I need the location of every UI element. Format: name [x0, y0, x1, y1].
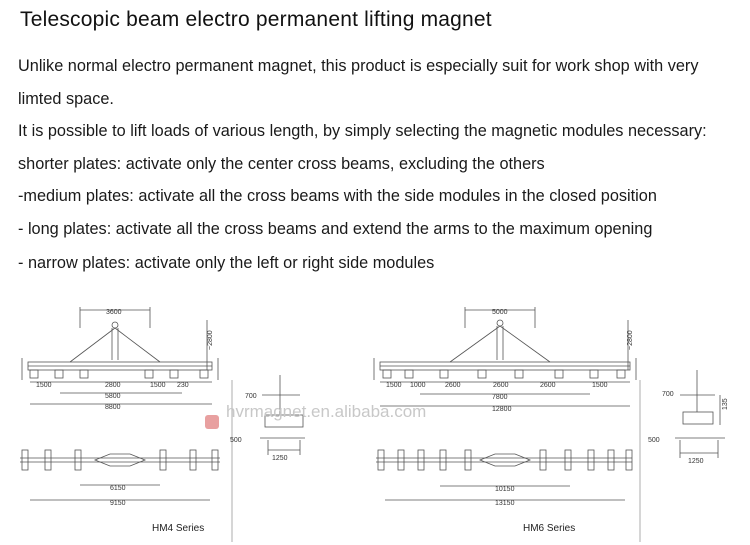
hm6-side-mid: 135 — [722, 398, 729, 410]
hm4-seg-4: 230 — [177, 382, 189, 389]
hm4-side-bottom: 500 — [230, 437, 242, 444]
hm4-front-view — [22, 307, 218, 404]
hm4-caption: HM4 Series — [152, 523, 205, 534]
paragraph-3: It is possible to lift loads of various length, by simply selecting the magnetic modules necessary: — [18, 122, 707, 140]
technical-drawings — [0, 290, 750, 545]
hm4-bottom-2: 9150 — [110, 500, 126, 507]
hm4-total-2: 8800 — [105, 404, 121, 411]
paragraph-4: shorter plates: activate only the center cross beams, excluding the others — [18, 155, 545, 173]
hm6-caption: HM6 Series — [523, 523, 576, 534]
hm6-seg-4: 2600 — [493, 382, 509, 389]
page-title: Telescopic beam electro permanent lifting magnet — [20, 8, 492, 31]
hm6-side-bottom: 500 — [648, 437, 660, 444]
hm6-seg-1: 1500 — [386, 382, 402, 389]
hm6-total-2: 12800 — [492, 406, 512, 413]
hm4-side-top: 700 — [245, 393, 257, 400]
watermark-badge-icon — [205, 415, 219, 429]
hm6-top-span: 5000 — [492, 309, 508, 316]
paragraph-7: - narrow plates: activate only the left or right side modules — [18, 254, 435, 272]
hm4-side-width: 1250 — [272, 455, 288, 462]
hm6-height: ~2800 — [627, 330, 634, 350]
hm6-side-view — [675, 370, 725, 458]
hm4-height: ~2800 — [207, 330, 214, 350]
paragraph-1: Unlike normal electro permanent magnet, this product is especially suit for work shop with very — [18, 57, 699, 75]
hm6-bottom-1: 10150 — [495, 486, 515, 493]
hm4-total-1: 5800 — [105, 393, 121, 400]
hm4-seg-3: 1500 — [150, 382, 166, 389]
hm6-seg-2: 1000 — [410, 382, 426, 389]
paragraph-5: -medium plates: activate all the cross beams with the side modules in the closed position — [18, 187, 657, 205]
hm4-top-span: 3600 — [106, 309, 122, 316]
hm4-bottom-1: 6150 — [110, 485, 126, 492]
paragraph-2: limted space. — [18, 90, 114, 108]
hm6-total-1: 7800 — [492, 394, 508, 401]
paragraph-6: - long plates: activate all the cross beams and extend the arms to the maximum opening — [18, 220, 653, 238]
watermark: hvrmagnet.en.alibaba.com — [226, 402, 427, 421]
hm6-side-width: 1250 — [688, 458, 704, 465]
hm6-seg-5: 2600 — [540, 382, 556, 389]
hm6-seg-3: 2600 — [445, 382, 461, 389]
hm6-seg-6: 1500 — [592, 382, 608, 389]
hm6-front-view — [374, 307, 636, 406]
hm6-bottom-2: 13150 — [495, 500, 515, 507]
hm4-bottom-view — [20, 450, 220, 500]
hm6-side-top: 700 — [662, 391, 674, 398]
hm4-seg-2: 2800 — [105, 382, 121, 389]
hm4-seg-1: 1500 — [36, 382, 52, 389]
